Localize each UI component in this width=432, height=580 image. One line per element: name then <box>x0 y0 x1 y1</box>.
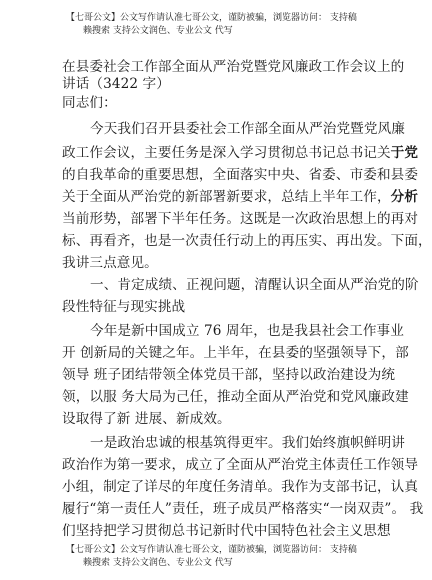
text-run: 领，以服 务大局为己任，推动全面从严治党和党风廉政建 <box>62 389 409 405</box>
header-line-2: 赖搜索 支持公文润色、专业公文 代写 <box>83 26 233 36</box>
body-line <box>90 273 419 293</box>
body-line <box>62 519 391 539</box>
text-run: 政治作为第一要求，成立了全面从严治党主体责任工作领导 <box>62 457 419 473</box>
text-run: 小组，制定了详尽的年度任务清单。我作为支部书记，认真 <box>62 479 419 495</box>
body-line <box>90 319 404 339</box>
body-line <box>62 207 418 227</box>
text-run: 在县委社会工作部全面从严治党暨党风廉政工作会议上的 <box>62 59 405 75</box>
text-run: 履行“第一责任人”责任，班子成员严格落实“一岗双责”。 我 <box>62 501 424 517</box>
text-run: 一、肯定成绩、正视问题，清醒认识全面从严治党的阶 <box>90 277 419 293</box>
body-line <box>62 453 418 473</box>
text-run: 今天我们召开县委社会工作部全面从严治党暨党风廉 <box>90 121 405 137</box>
text-run: 开 创新局的关键之年。上半年，在县委的坚强领导下，部 <box>62 345 409 361</box>
text-run: 的自我革命的重要思想，全面落实中央、省委、市委和县委 <box>62 167 419 183</box>
body-line <box>62 185 418 205</box>
text-run: 同志们： <box>62 95 117 111</box>
text-run: 今年是新中国成立 76 周年，也是我县社会工作事业 <box>90 323 404 339</box>
body-line <box>90 431 405 451</box>
body-line <box>62 229 432 249</box>
body-line <box>62 251 158 271</box>
body-line <box>62 91 117 111</box>
footer-line-2: 赖搜索 支持公文润色、专业公文 代写 <box>83 558 233 568</box>
body-line <box>62 407 231 427</box>
body-line <box>62 341 409 361</box>
text-run: 当前形势，部署下半年任务。这既是一次政治思想上的再对 <box>62 211 419 227</box>
text-run: 讲话（3422 字） <box>62 76 170 92</box>
text-run: 标、再看齐，也是一次责任行动上的再压实、再出发。下面， <box>62 233 432 249</box>
text-run: 设取得了新 进展、新成效。 <box>62 411 231 427</box>
text-run: 我讲三点意见。 <box>62 255 158 271</box>
text-run: 关于全面从严治党的新部署新要求，总结上半年工作， <box>62 189 391 205</box>
text-run: 段性特征与现实挑战 <box>62 299 186 315</box>
text-run: 领导 班子团结带领全体党员干部，坚持以政治建设为统 <box>62 367 396 383</box>
body-line <box>62 163 418 183</box>
body-line <box>62 475 418 495</box>
body-line <box>62 385 409 405</box>
text-run: 们坚持把学习贯彻总书记新时代中国特色社会主义思想 <box>62 523 391 539</box>
header-line-1: 【七哥公文】公文写作请认准七哥公文，谨防被骗，浏览器访问： 支持稿 <box>66 13 357 23</box>
body-line <box>90 117 405 137</box>
text-run: 分析 <box>390 189 419 205</box>
body-line <box>62 295 185 315</box>
page-footer <box>66 544 366 570</box>
body-line <box>62 72 170 92</box>
body-line <box>62 497 423 517</box>
footer-line-1: 【七哥公文】公文写作请认准七哥公文，谨防被骗，浏览器访问： 支持稿 <box>66 545 357 555</box>
text-run: 政工作会议，主要任务是深入学习贯彻总书记总书记关 <box>62 145 391 161</box>
text-run: 一是政治忠诚的根基筑得更牢。我们始终旗帜鲜明讲 <box>90 435 405 451</box>
body-line <box>62 141 418 161</box>
body-line <box>62 363 395 383</box>
page-header <box>66 12 366 38</box>
text-run: 于党 <box>390 145 419 161</box>
